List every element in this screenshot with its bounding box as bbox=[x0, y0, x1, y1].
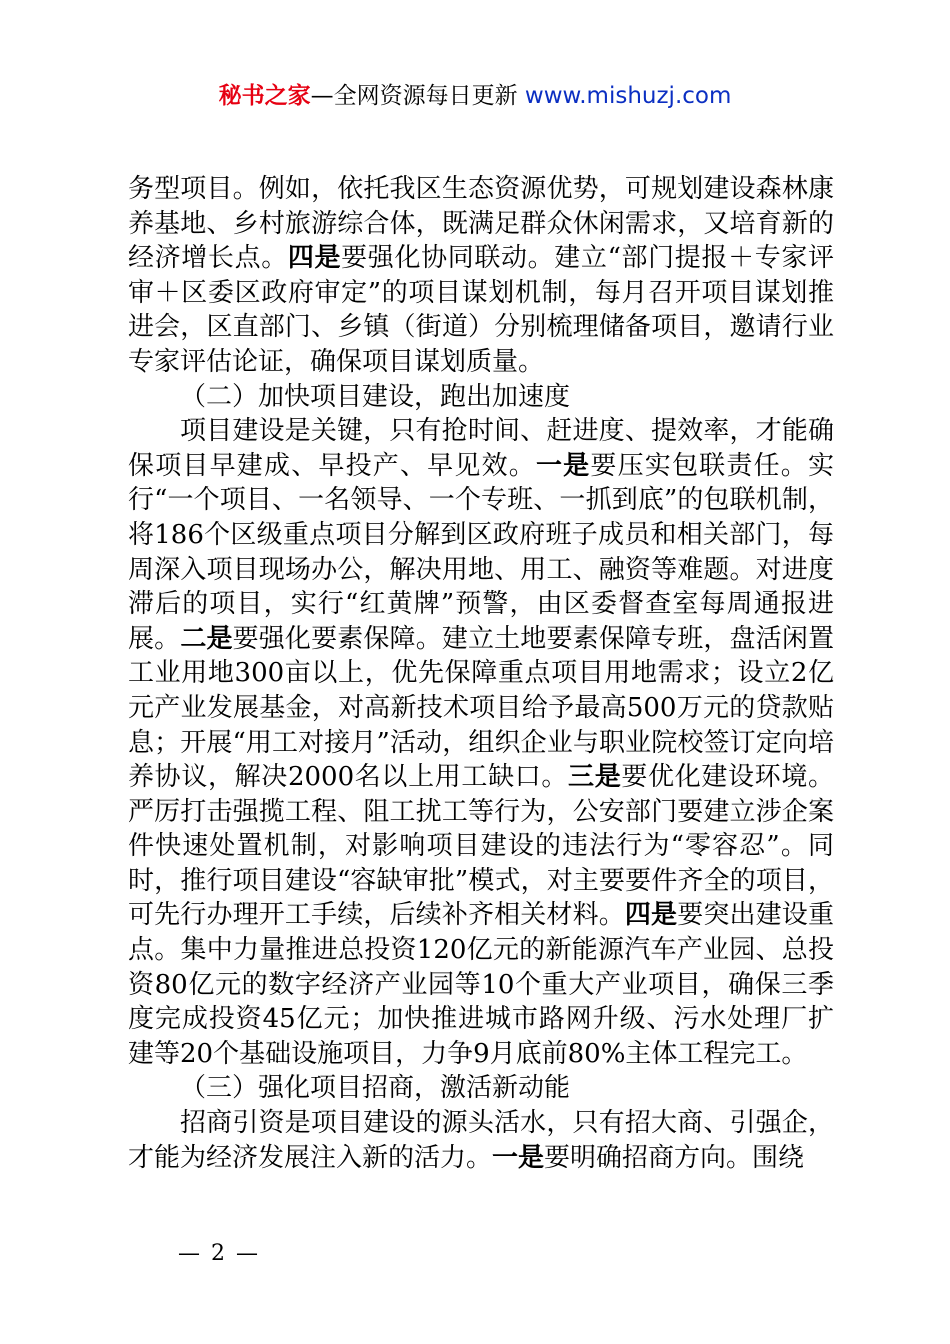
text-run: 要强化协同联动。建立“部门提报＋专家评审＋区委区政府审定”的项目谋划机制，每月召开项目谋划推进会，区直部门、乡镇（街道）分别梳理储备项目，邀请行业专家评估论证，确保项目谋划质量。 bbox=[128, 243, 834, 377]
text-run: 招商引资是项目建设的源头活水，只有招大商、引强企，才能为经济发展注入新的活力。 bbox=[128, 1108, 834, 1173]
bold-keyword: 一是 bbox=[535, 450, 591, 481]
document-body bbox=[128, 172, 834, 1175]
bold-keyword: 四是 bbox=[287, 243, 342, 274]
text-run: 要明确招商方向。围绕 bbox=[544, 1142, 805, 1173]
text-run: 要强化要素保障。建立土地要素保障专班，盘活闲置工业用地300亩以上，优先保障重点项目用地需求；设立2亿元产业发展基金，对高新技术项目给予最高500万元的贷款贴息；开展“用工对接月”活动，组织企业与职业院校签订定向培养协议，解决2000名以上用工缺口。 bbox=[128, 623, 834, 793]
website-url[interactable]: www.mishuzj.com bbox=[524, 83, 732, 109]
text-run: （三）强化项目招商，激活新动能 bbox=[180, 1073, 571, 1104]
text-run: 要压实包联责任。实行“一个项目、一名领导、一个专班、一抓到底”的包联机制，将186个区级重点项目分解到区政府班子成员和相关部门，每周深入项目现场办公，解决用地、用工、融资等难题。对进度滞后的项目，实行“红黄牌”预警，由区委督查室每周通报进展。 bbox=[128, 450, 834, 654]
text-run: 要突出建设重点。集中力量推进总投资120亿元的新能源汽车产业园、总投资80亿元的数字经济产业园等10个重大产业项目，确保三季度完成投资45亿元；加快推进城市路网升级、污水处理厂扩建等20个基础设施项目，力争9月底前80%主体工程完工。 bbox=[128, 900, 834, 1069]
bold-keyword: 四是 bbox=[624, 900, 678, 931]
text-run: 务型项目。例如，依托我区生态资源优势，可规划建设森林康养基地、乡村旅游综合体，既满足群众休闲需求，又培育新的经济增长点。 bbox=[128, 174, 834, 274]
paragraph bbox=[128, 1106, 834, 1175]
paragraph bbox=[128, 380, 834, 415]
text-run: 项目建设是关键，只有抢时间、赶进度、提效率，才能确保项目早建成、早投产、早见效。 bbox=[128, 416, 834, 481]
text-run: （二）加快项目建设，跑出加速度 bbox=[180, 381, 571, 412]
header-slogan: —全网资源每日更新 bbox=[310, 83, 525, 109]
page-number: — 2 — bbox=[178, 1241, 260, 1266]
bold-keyword: 一是 bbox=[492, 1142, 545, 1173]
paragraph bbox=[128, 172, 834, 380]
paragraph bbox=[128, 414, 834, 1071]
page-header bbox=[0, 80, 950, 112]
brand-name: 秘书之家 bbox=[218, 83, 311, 109]
paragraph bbox=[128, 1071, 834, 1106]
bold-keyword: 二是 bbox=[180, 623, 233, 654]
text-run: 要优化建设环境。严厉打击强揽工程、阻工扰工等行为，公安部门要建立涉企案件快速处置机制，对影响项目建设的违法行为“零容忍”。同时，推行项目建设“容缺审批”模式，对主要要件齐全的项目，可先行办理开工手续，后续补齐相关材料。 bbox=[128, 762, 834, 931]
bold-keyword: 三是 bbox=[568, 762, 622, 793]
